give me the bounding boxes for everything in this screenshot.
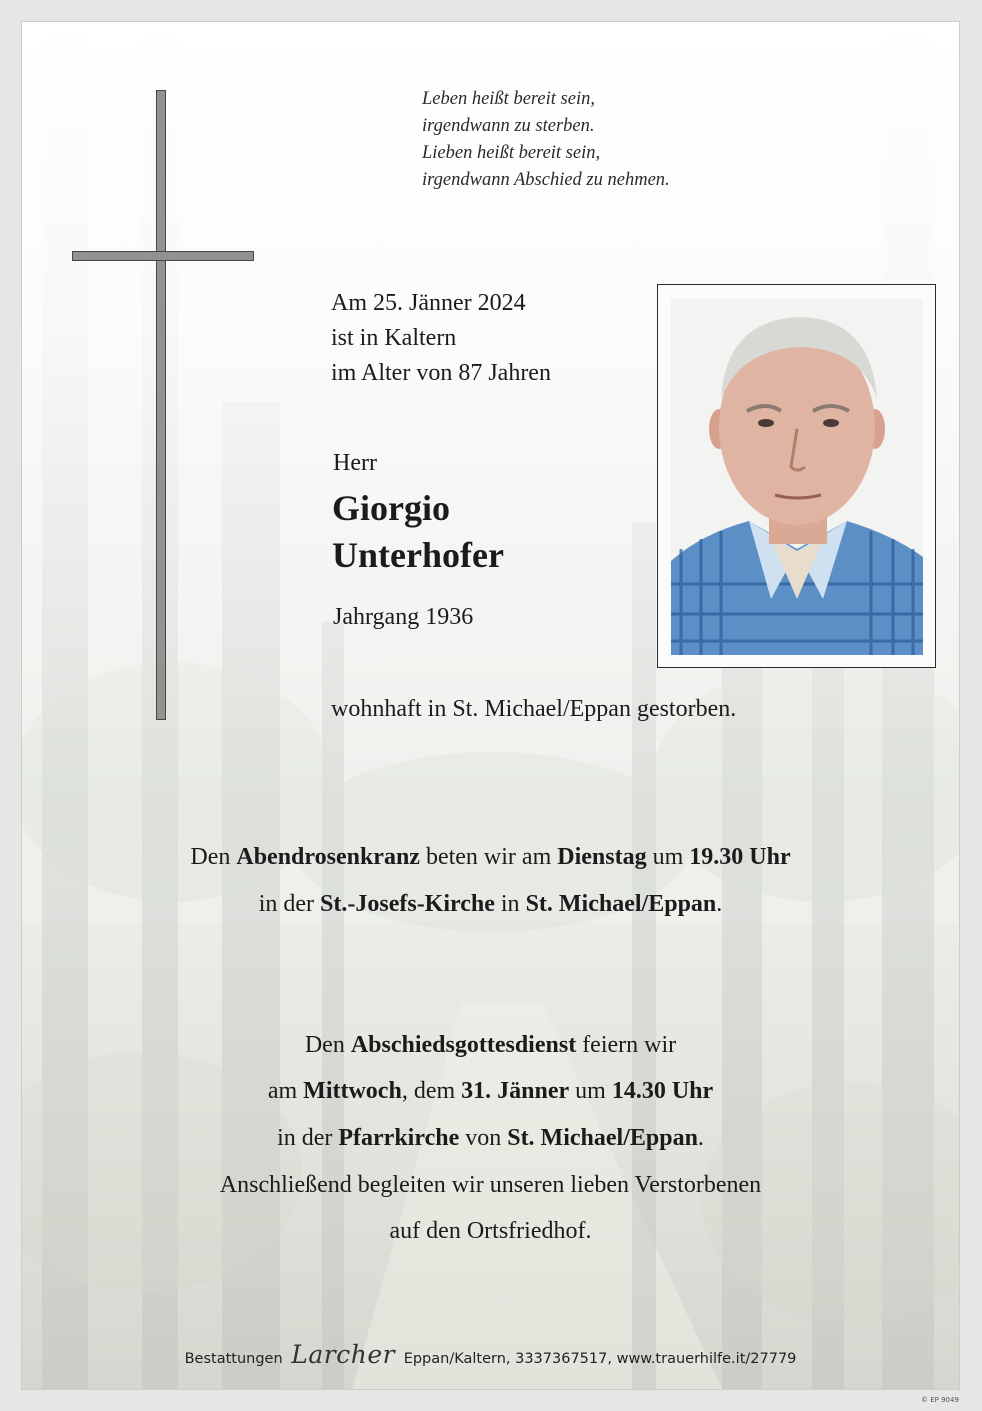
poem-line: Leben heißt bereit sein, xyxy=(422,89,595,109)
emphasis: 31. Jänner xyxy=(461,1078,570,1104)
emphasis: Mittwoch xyxy=(303,1078,402,1104)
poem-line: irgendwann Abschied zu nehmen. xyxy=(422,170,670,190)
text: Den xyxy=(304,1032,351,1058)
emphasis: Dienstag xyxy=(557,844,647,870)
honorific: Herr xyxy=(333,450,377,476)
text: feiern wir xyxy=(576,1032,677,1058)
footer-prefix: Bestattungen xyxy=(184,1351,283,1367)
cross-horizontal-bar xyxy=(72,251,254,261)
text: um xyxy=(646,844,690,870)
text: am xyxy=(267,1078,304,1104)
text: um xyxy=(569,1078,612,1104)
service-line-5: auf den Ortsfriedhof. xyxy=(389,1218,592,1244)
service-line-1 xyxy=(22,1032,959,1059)
emphasis: 19.30 Uhr xyxy=(689,844,791,870)
emphasis: St. Michael/Eppan xyxy=(525,891,717,917)
first-name: Giorgio xyxy=(332,488,450,528)
text: in der xyxy=(258,891,321,917)
emphasis: Abendrosenkranz xyxy=(236,844,420,870)
footer-contact: Eppan/Kaltern, 3337367517, www.trauerhilfe.it/27779 xyxy=(403,1351,797,1367)
emphasis: Pfarrkirche xyxy=(338,1125,460,1151)
cross-vertical-bar xyxy=(156,90,166,720)
death-announcement xyxy=(331,286,651,391)
emphasis: St.-Josefs-Kirche xyxy=(320,891,495,917)
death-place: ist in Kaltern xyxy=(331,325,457,351)
service-line-3 xyxy=(22,1125,959,1152)
print-code: © EP 9049 xyxy=(921,1396,959,1404)
text: Den xyxy=(190,844,237,870)
poem-line: irgendwann zu sterben. xyxy=(422,116,595,136)
deceased-name xyxy=(332,485,504,579)
portrait-photo xyxy=(671,299,923,655)
poem xyxy=(422,86,842,194)
rosary-line-1 xyxy=(22,844,959,871)
text: in xyxy=(494,891,526,917)
emphasis: 14.30 Uhr xyxy=(611,1078,714,1104)
obituary-card xyxy=(22,22,959,1389)
poem-line: Lieben heißt bereit sein, xyxy=(422,143,601,163)
text: . xyxy=(716,891,723,917)
residence-line: wohnhaft in St. Michael/Eppan gestorben. xyxy=(331,696,737,722)
birth-year: Jahrgang 1936 xyxy=(333,604,474,630)
text: in der xyxy=(277,1125,339,1151)
emphasis: St. Michael/Eppan xyxy=(507,1125,698,1151)
last-name: Unterhofer xyxy=(332,535,504,575)
funeral-home-logo: Larcher xyxy=(291,1340,396,1369)
text: . xyxy=(697,1125,704,1151)
emphasis: Abschiedsgottesdienst xyxy=(350,1032,577,1058)
portrait-illustration xyxy=(671,299,923,655)
service-line-4: Anschließend begleiten wir unseren lieben Verstorbenen xyxy=(219,1172,762,1198)
age-line: im Alter von 87 Jahren xyxy=(331,360,551,386)
text: beten wir am xyxy=(419,844,558,870)
service-line-2 xyxy=(22,1078,959,1105)
death-date: Am 25. Jänner 2024 xyxy=(331,290,526,316)
rosary-line-2 xyxy=(22,891,959,918)
funeral-home-footer xyxy=(22,1340,959,1369)
text: , dem xyxy=(401,1078,462,1104)
portrait-frame xyxy=(657,284,936,668)
text: von xyxy=(459,1125,508,1151)
